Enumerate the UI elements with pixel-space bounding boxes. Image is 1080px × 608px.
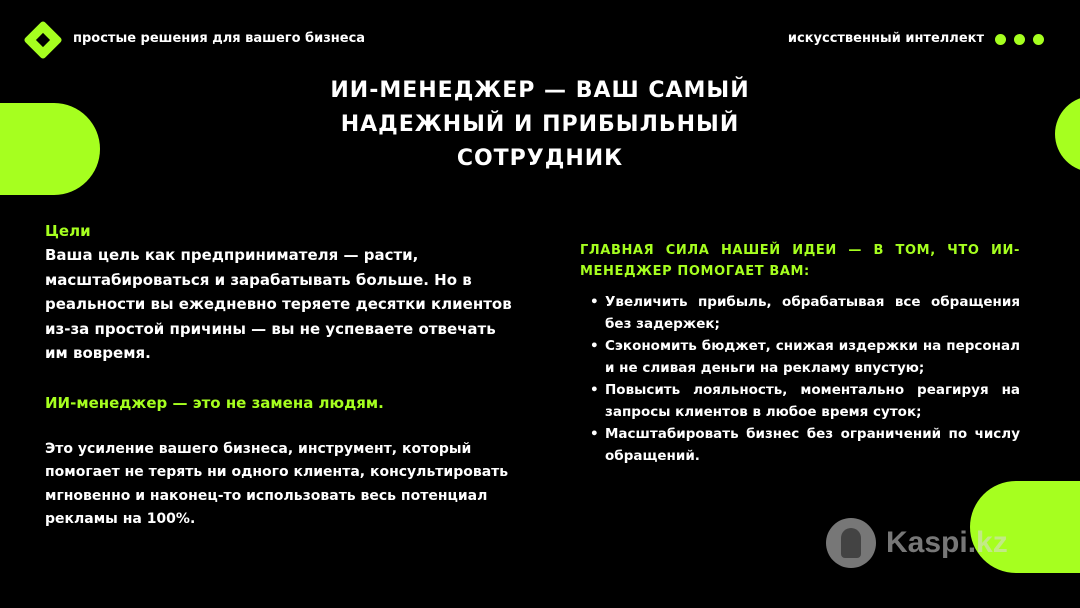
kaspi-logo-icon	[826, 518, 876, 568]
dot	[995, 34, 1006, 45]
watermark	[826, 518, 1008, 568]
benefit-item: • Масштабировать бизнес без ограничений по числу обращений.	[580, 424, 1020, 467]
header-topic: искусственный интеллект	[787, 31, 984, 46]
header-tagline: простые решения для вашего бизнеса	[73, 31, 366, 46]
benefits-heading: ГЛАВНАЯ СИЛА НАШЕЙ ИДЕИ — В ТОМ, ЧТО ИИ-МЕНЕДЖЕР ПОМОГАЕТ ВАМ:	[580, 243, 1020, 279]
ai-manager-text: Это усиление вашего бизнеса, инструмент, который помогает не терять ни одного клиента, консультировать мгновенно и наконец-то использовать весь потенциал рекламы на 100%.	[45, 440, 509, 527]
benefit-item: • Повысить лояльность, моментально реагируя на запросы клиентов в любое время суток;	[580, 380, 1020, 423]
benefits-section	[580, 240, 1020, 468]
diamond-logo-icon	[23, 20, 63, 60]
dot	[1033, 34, 1044, 45]
benefit-item: • Сэкономить бюджет, снижая издержки на персонал и не сливая деньги на рекламу впустую;	[580, 336, 1020, 379]
watermark-text: Kaspi.kz	[886, 526, 1008, 559]
dot	[1014, 34, 1025, 45]
page-title	[0, 74, 1080, 176]
title-line: СОТРУДНИК	[456, 146, 624, 171]
dots-icon	[995, 34, 1044, 45]
title-line: ИИ-МЕНЕДЖЕР — ВАШ САМЫЙ	[330, 78, 750, 103]
goals-text: Ваша цель как предпринимателя — расти, масштабироваться и зарабатывать больше. Но в реальности вы ежедневно теряете десятки клиентов из-за простой причины — вы не успеваете отвечать им вовремя.	[45, 246, 512, 362]
goals-section	[45, 220, 515, 532]
title-line: НАДЕЖНЫЙ И ПРИБЫЛЬНЫЙ	[340, 112, 740, 137]
benefit-item: • Увеличить прибыль, обрабатывая все обращения без задержек;	[580, 292, 1020, 335]
goals-heading: Цели	[45, 222, 91, 240]
ai-manager-heading: ИИ-менеджер — это не замена людям.	[45, 393, 384, 412]
benefits-list	[580, 292, 1020, 467]
